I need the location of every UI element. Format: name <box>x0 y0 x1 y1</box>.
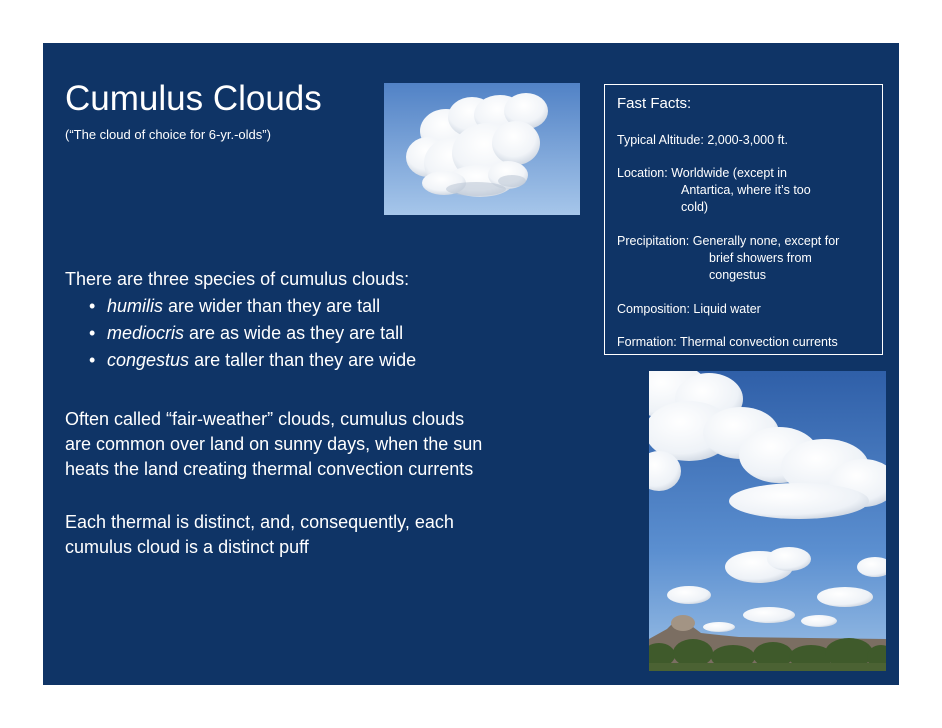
fast-facts-box <box>604 84 883 355</box>
fact-formation: Formation: Thermal convection currents <box>617 335 838 349</box>
species-term: congestus <box>107 350 190 370</box>
species-intro: There are three species of cumulus clouds: <box>65 269 410 289</box>
species-term: mediocris <box>107 323 185 343</box>
cumulus-landscape-photo <box>649 371 886 671</box>
species-description: are wider than they are tall <box>163 296 381 316</box>
fact-precip-line-3: congestus <box>709 267 766 282</box>
slide-subtitle: (“The cloud of choice for 6-yr.-olds”) <box>65 127 271 142</box>
species-item-congestus <box>65 347 416 374</box>
bullet: • <box>89 296 96 316</box>
fact-precipitation <box>617 233 839 283</box>
slide-title: Cumulus Clouds <box>65 79 322 118</box>
fact-precip-line-1: Precipitation: Generally none, except for <box>617 234 840 248</box>
fact-altitude: Typical Altitude: 2,000-3,000 ft. <box>617 133 788 147</box>
species-description: are as wide as they are tall <box>184 323 404 343</box>
fast-facts-title: Fast Facts: <box>617 95 692 112</box>
fact-location-line-2: Antartica, where it’s too <box>681 182 811 197</box>
slide <box>43 43 899 685</box>
paragraph-line: Each thermal is distinct, and, consequently, each <box>65 512 454 532</box>
cumulus-cloud-photo <box>384 83 580 215</box>
bullet: • <box>89 323 96 343</box>
paragraph-line: Often called “fair-weather” clouds, cumulus clouds <box>65 409 465 429</box>
paragraph-line: heats the land creating thermal convection currents <box>65 459 474 479</box>
species-term: humilis <box>107 296 164 316</box>
thermal-paragraph <box>65 510 454 560</box>
fair-weather-paragraph <box>65 407 482 482</box>
fact-location <box>617 165 811 215</box>
species-item-mediocris <box>65 320 416 347</box>
species-item-humilis <box>65 293 416 320</box>
paragraph-line: are common over land on sunny days, when the sun <box>65 434 483 454</box>
fact-precip-line-2: brief showers from <box>709 250 812 265</box>
species-list <box>65 266 416 374</box>
fact-composition: Composition: Liquid water <box>617 302 761 316</box>
fact-location-line-1: Location: Worldwide (except in <box>617 166 787 180</box>
fact-location-line-3: cold) <box>681 199 709 214</box>
paragraph-line: cumulus cloud is a distinct puff <box>65 537 309 557</box>
bullet: • <box>89 350 96 370</box>
species-description: are taller than they are wide <box>189 350 417 370</box>
